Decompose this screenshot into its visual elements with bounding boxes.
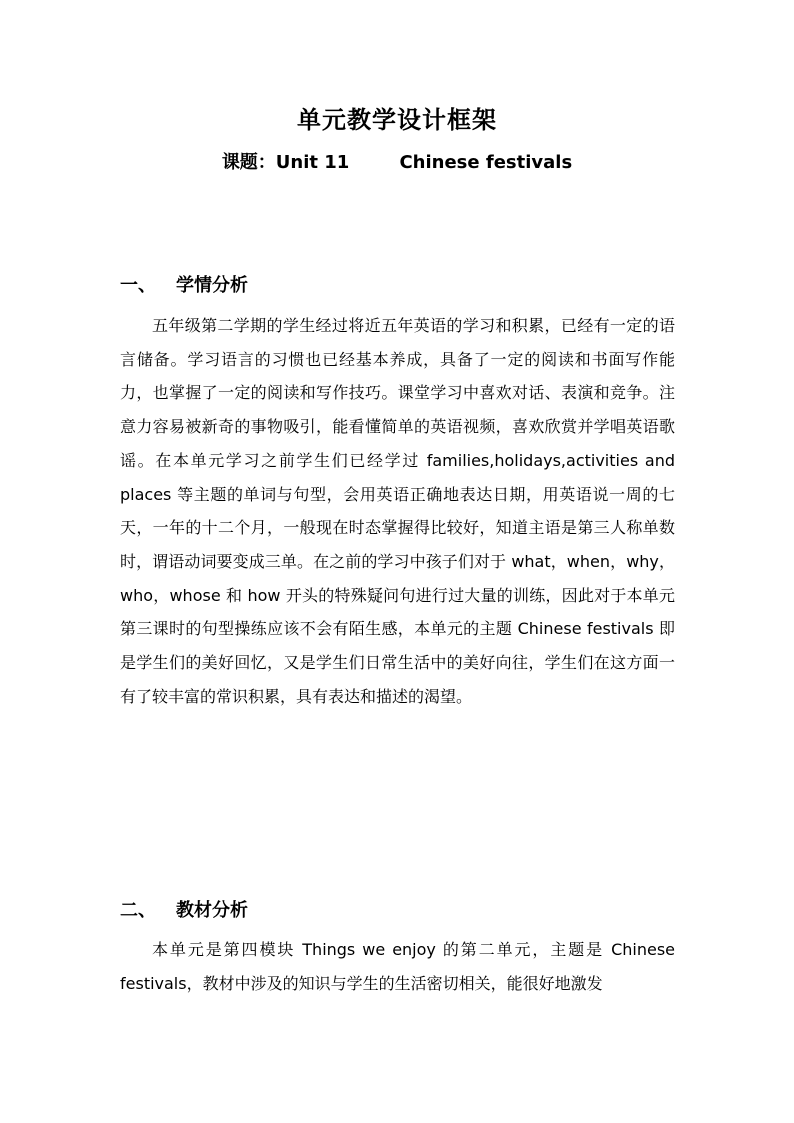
document-subtitle: 课题：Unit 11 Chinese festivals xyxy=(221,152,573,173)
section-heading-analysis-of-students xyxy=(120,271,248,297)
section-heading-text: 教材分析 xyxy=(176,900,248,921)
section-number: 二、 xyxy=(120,900,156,921)
section-body-textbook-analysis: 本单元是第四模块 Things we enjoy 的第二单元，主题是 Chinese festivals，教材中涉及的知识与学生的生活密切相关，能很好地激发 xyxy=(120,940,675,993)
section-heading-text: 学情分析 xyxy=(176,275,248,296)
section-number: 一、 xyxy=(120,275,156,296)
document-title: 单元教学设计框架 xyxy=(297,106,497,134)
section-heading-textbook-analysis xyxy=(120,896,248,922)
section-body-analysis-of-students: 五年级第二学期的学生经过将近五年英语的学习和积累，已经有一定的语言储备。学习语言的习惯也已经基本养成，具备了一定的阅读和书面写作能力，也掌握了一定的阅读和写作技巧。课堂学习中喜欢对话、表演和竞争。注意力容易被新奇的事物吸引，能看懂简单的英语视频，喜欢欣赏并学唱英语歌谣。在本单元学习之前学生们已经学过 families,holidays,activities and places 等主题的单词与句型，会用英语正确地表达日期，用英语说一周的七天，一年的十二个月，一般现在时态掌握得比较好，知道主语是第三人称单数时，谓语动词要变成三单。在之前的学习中孩子们对于 what，when，why，who，whose 和 how 开头的特殊疑问句进行过大量的训练，因此对于本单元第三课时的句型操练应该不会有陌生感，本单元的主题 Chinese festivals 即是学生们的美好回忆，又是学生们日常生活中的美好向往，学生们在这方面一有了较丰富的常识积累，具有表达和描述的渴望。 xyxy=(120,316,675,706)
